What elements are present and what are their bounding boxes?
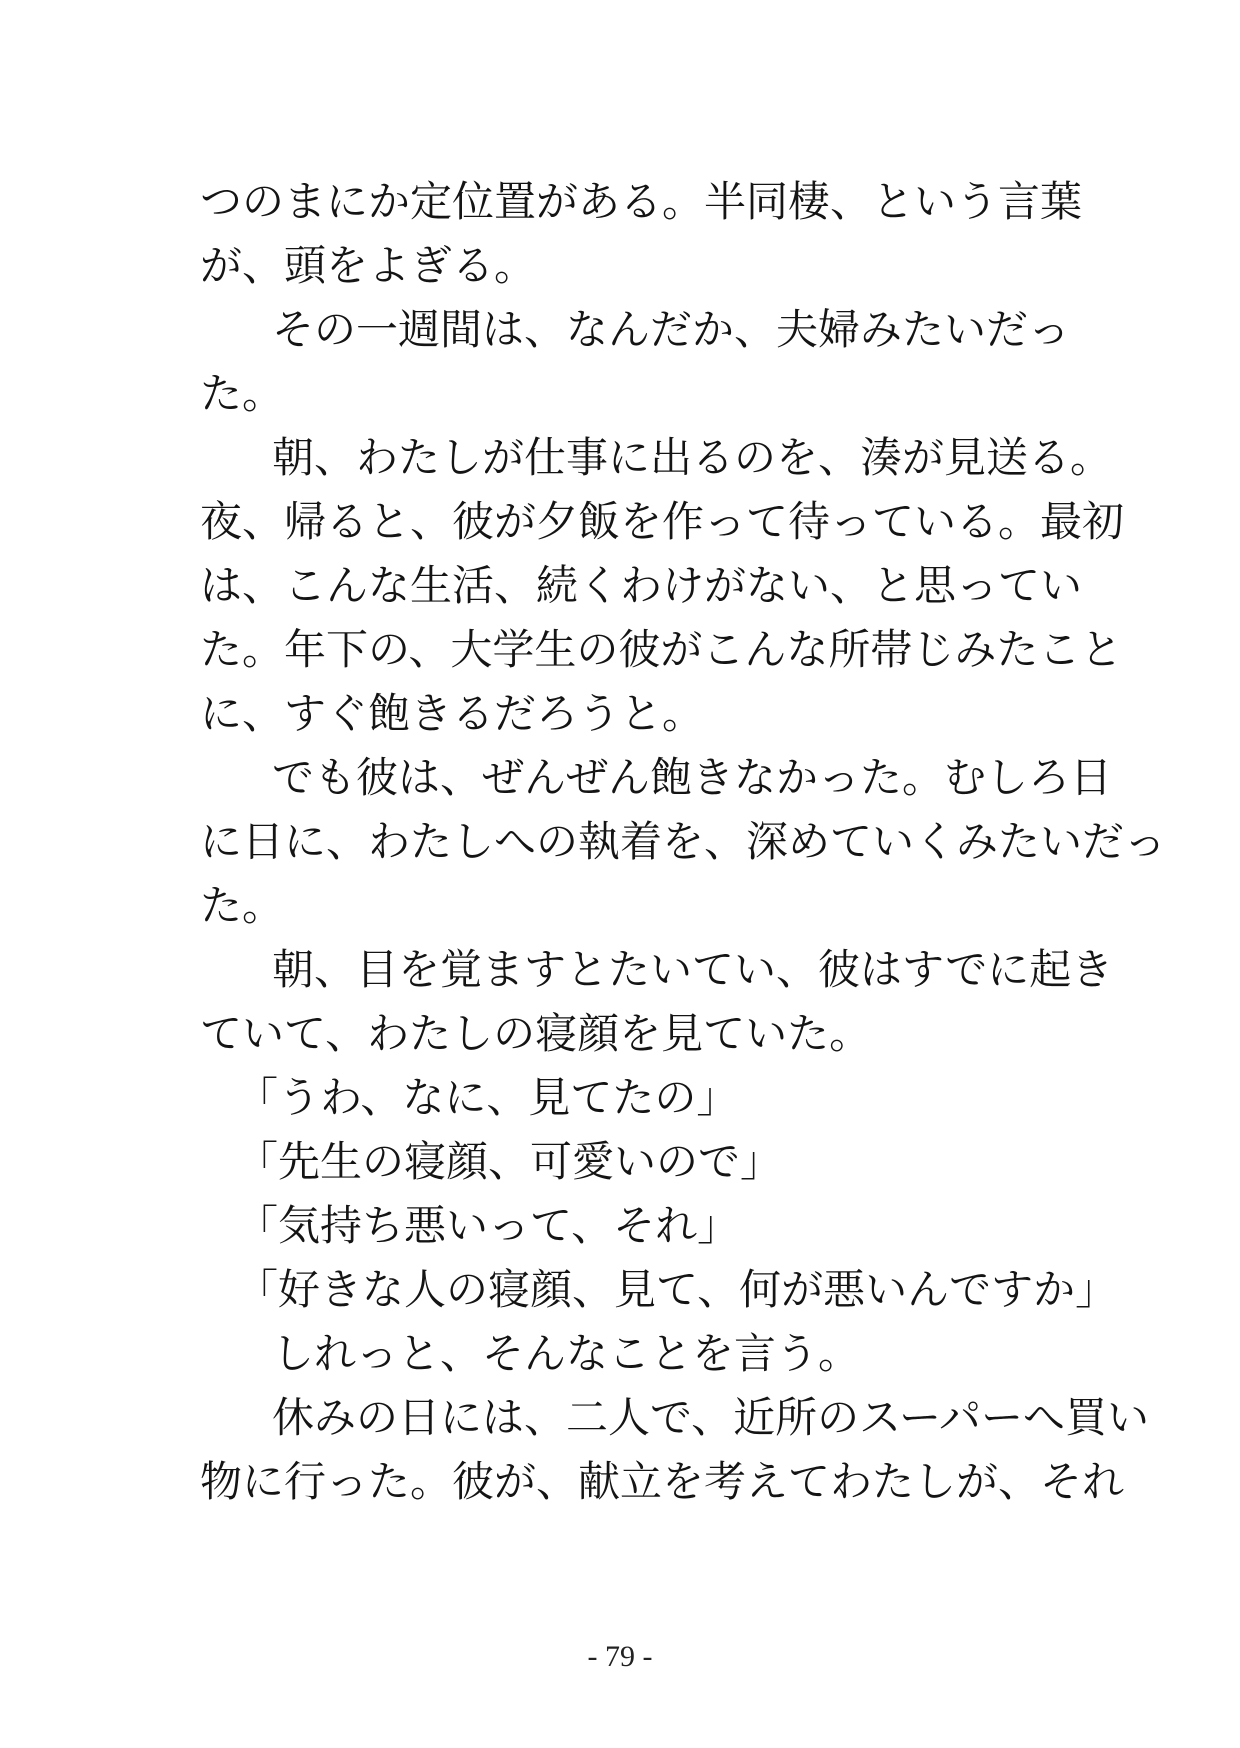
paragraph xyxy=(200,938,1114,1066)
dialogue-line xyxy=(200,1194,1050,1258)
text-line: が、頭をよぎる。 xyxy=(200,241,537,290)
text-line: でも彼は、ぜんぜん飽きなかった。むしろ日 xyxy=(272,753,1113,802)
paragraph xyxy=(200,1322,1050,1386)
body-text xyxy=(200,170,1167,1514)
text-line: 「好きな人の寝顔、見て、何が悪いんですか」 xyxy=(236,1265,1118,1314)
text-line: 「先生の寝顔、可愛いので」 xyxy=(236,1137,783,1186)
text-line: た。 xyxy=(200,881,285,930)
dialogue-line xyxy=(200,1066,1050,1130)
dialogue-line xyxy=(200,1130,1050,1194)
dialogue-line xyxy=(200,1258,1118,1322)
paragraph xyxy=(200,298,1071,426)
text-line: 物に行った。彼が、献立を考えてわたしが、それ xyxy=(200,1457,1125,1506)
text-line: に日に、わたしへの執着を、深めていくみたいだっ xyxy=(200,817,1167,866)
text-line: に、すぐ飽きるだろうと。 xyxy=(200,689,705,738)
text-line: 「うわ、なに、見てたの」 xyxy=(236,1073,739,1122)
text-line: 「気持ち悪いって、それ」 xyxy=(236,1201,740,1250)
text-line: た。 xyxy=(200,369,285,418)
text-line: しれっと、そんなことを言う。 xyxy=(272,1329,861,1378)
text-line: は、こんな生活、続くわけがない、と思ってい xyxy=(200,561,1083,610)
text-line: 夜、帰ると、彼が夕飯を作って待っている。最初 xyxy=(200,497,1125,546)
text-line: た。年下の、大学生の彼がこんな所帯じみたこと xyxy=(200,625,1123,674)
text-line: ていて、わたしの寝顔を見ていた。 xyxy=(200,1009,872,1058)
text-line: その一週間は、なんだか、夫婦みたいだっ xyxy=(272,305,1071,354)
paragraph xyxy=(200,426,1125,746)
paragraph xyxy=(200,170,1083,298)
page-number: - 79 - xyxy=(587,1640,653,1673)
text-line: つのまにか定位置がある。半同棲、という言葉 xyxy=(200,177,1083,226)
text-line: 朝、わたしが仕事に出るのを、湊が見送る。 xyxy=(272,433,1113,482)
paragraph xyxy=(200,746,1167,938)
paragraph xyxy=(200,1386,1149,1514)
text-line: 休みの日には、二人で、近所のスーパーへ買い xyxy=(272,1393,1149,1442)
text-line: 朝、目を覚ますとたいてい、彼はすでに起き xyxy=(272,945,1114,994)
